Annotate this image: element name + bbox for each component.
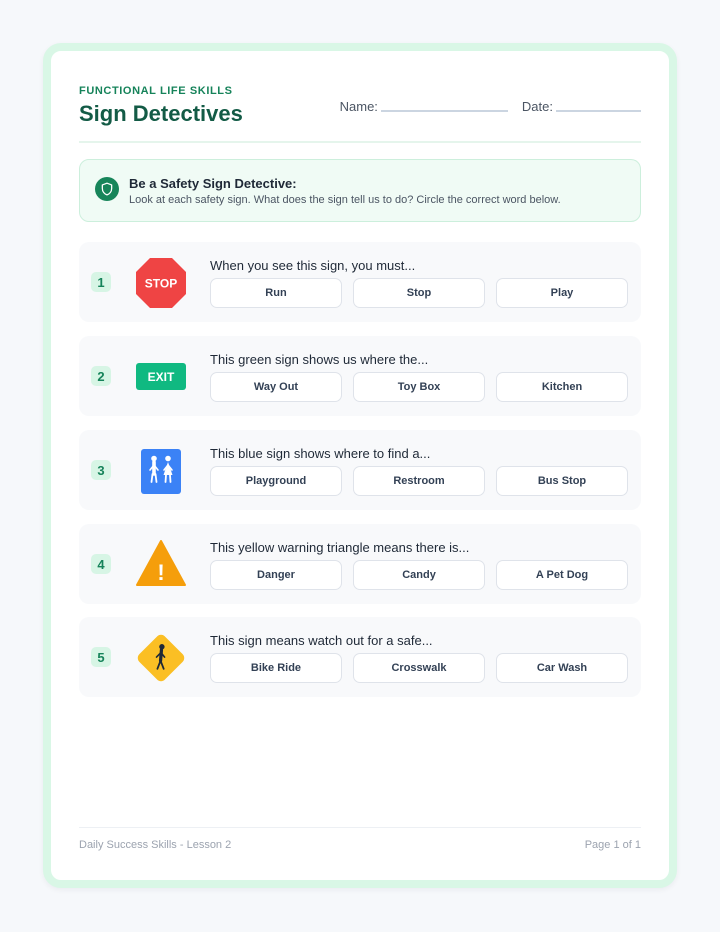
restroom-sign-icon (134, 444, 188, 498)
answer-option[interactable]: Way Out (210, 372, 342, 402)
question-prompt: This green sign shows us where the... (210, 352, 429, 367)
question-prompt: This blue sign shows where to find a... (210, 446, 431, 461)
pedestrian-crossing-icon (134, 631, 188, 685)
question-2 (79, 336, 641, 416)
answer-option[interactable]: Bus Stop (496, 466, 628, 496)
stop-sign-text: STOP (144, 276, 178, 291)
answer-option[interactable]: Toy Box (353, 372, 485, 402)
name-line[interactable] (381, 110, 508, 112)
answer-option[interactable]: Stop (353, 278, 485, 308)
answer-option[interactable]: Bike Ride (210, 653, 342, 683)
worksheet-footer (79, 827, 641, 851)
student-fields (340, 99, 641, 114)
exit-sign-icon (134, 350, 188, 404)
answer-options (210, 372, 628, 402)
name-label: Name: (339, 99, 378, 114)
answer-option[interactable]: Car Wash (496, 653, 628, 683)
date-label: Date: (521, 99, 553, 114)
answer-option[interactable]: Kitchen (496, 372, 628, 402)
question-number: 4 (91, 554, 111, 574)
question-prompt: This yellow warning triangle means there is... (210, 540, 470, 555)
instructions-title: Be a Safety Sign Detective: (129, 176, 297, 191)
instructions-text: Look at each safety sign. What does the sign tell us to do? Circle the correct word below. (129, 194, 561, 206)
date-line[interactable] (556, 110, 641, 112)
question-3 (79, 430, 641, 510)
answer-options (210, 466, 628, 496)
date-field[interactable] (522, 99, 641, 114)
answer-option[interactable]: Play (496, 278, 628, 308)
answer-option[interactable]: Crosswalk (353, 653, 485, 683)
subject-label: FUNCTIONAL LIFE SKILLS (79, 85, 233, 97)
answer-options (210, 653, 628, 683)
question-4 (79, 524, 641, 604)
question-number: 2 (91, 366, 111, 386)
answer-option[interactable]: Restroom (353, 466, 485, 496)
answer-option[interactable]: Playground (210, 466, 342, 496)
answer-option[interactable]: Candy (353, 560, 485, 590)
stop-sign-icon (134, 256, 188, 310)
question-prompt: This sign means watch out for a safe... (210, 633, 433, 648)
exit-sign-text: EXIT (147, 370, 175, 384)
question-prompt: When you see this sign, you must... (210, 258, 416, 273)
answer-option[interactable]: Run (210, 278, 342, 308)
answer-options (210, 560, 628, 590)
answer-option[interactable]: Danger (210, 560, 342, 590)
worksheet (43, 43, 677, 888)
question-number: 5 (91, 647, 111, 667)
shield-icon (95, 177, 119, 201)
warning-triangle-icon (134, 538, 188, 592)
page-title: Sign Detectives (79, 101, 243, 126)
worksheet-header (79, 85, 641, 143)
question-5 (79, 617, 641, 697)
answer-options (210, 278, 628, 308)
answer-option[interactable]: A Pet Dog (496, 560, 628, 590)
page-number: Page 1 of 1 (584, 839, 641, 851)
warning-mark: ! (157, 560, 165, 585)
question-number: 3 (91, 460, 111, 480)
instructions-callout (79, 159, 641, 222)
question-1 (79, 242, 641, 322)
lesson-label: Daily Success Skills - Lesson 2 (79, 839, 232, 851)
name-field[interactable] (340, 99, 508, 114)
question-number: 1 (91, 272, 111, 292)
